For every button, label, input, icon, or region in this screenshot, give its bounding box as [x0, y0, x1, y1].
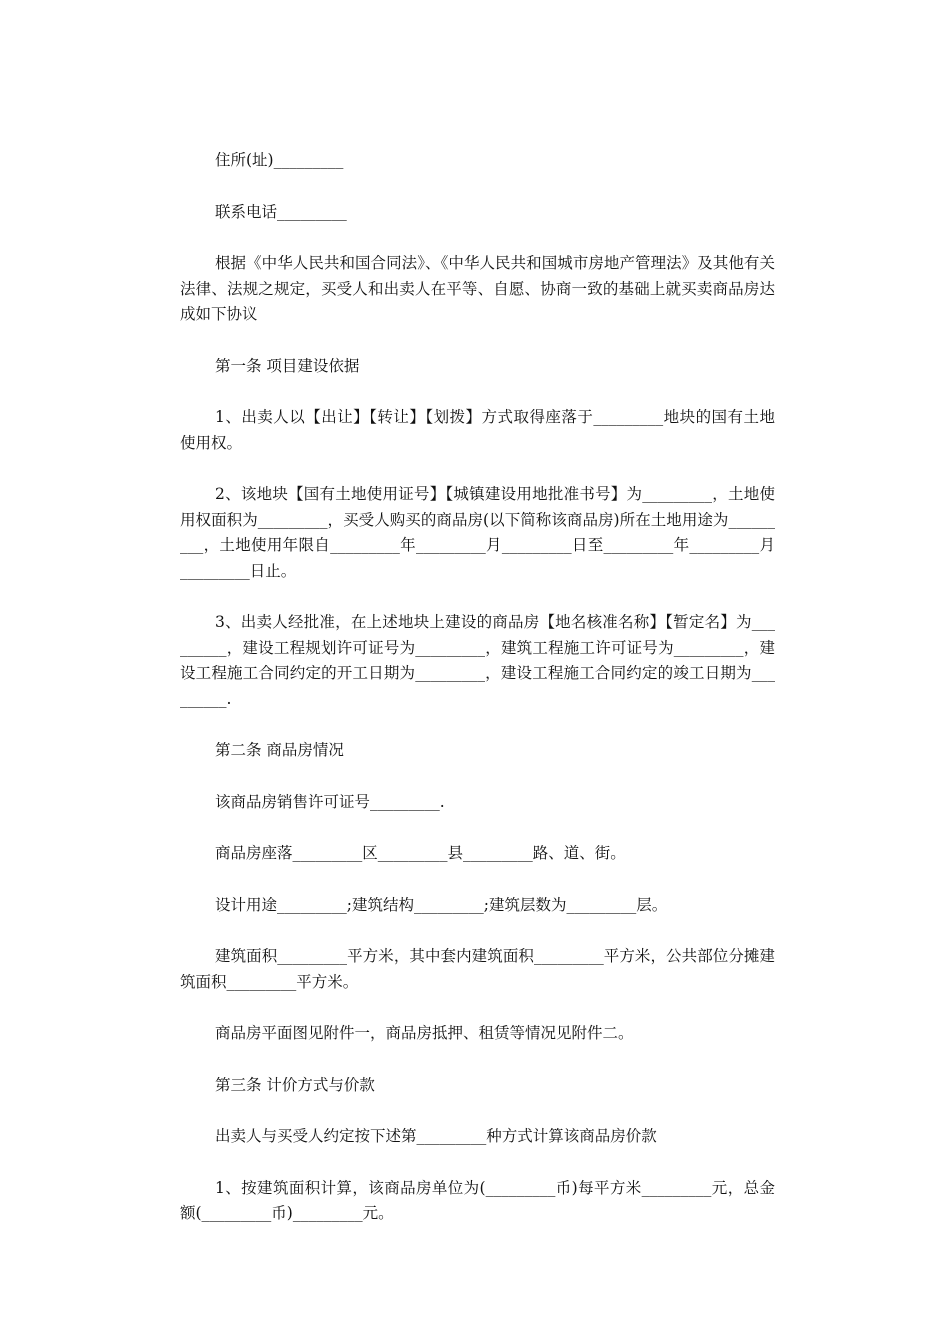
floor-area-paragraph: 建筑面积_________平方米，其中套内建筑面积_________平方米，公共部位分摊建筑面积_________平方米。: [180, 947, 775, 991]
attachments-line: 商品房平面图见附件一，商品房抵押、租赁等情况见附件二。: [215, 1024, 634, 1042]
article-1-clause-3: 3、出卖人经批准，在上述地块上建设的商品房【地名核准名称】【暂定名】为_________，建设工程规划许可证号为_________，建筑工程施工许可证号为_________，建设工程施工合同约定的开工日期为_________，建设工程施工合同约定的竣工日期为_________.: [180, 613, 775, 708]
sales-permit-line: 该商品房销售许可证号_________.: [215, 792, 445, 811]
pricing-method-line: 出卖人与买受人约定按下述第_________种方式计算该商品房价款: [215, 1127, 657, 1145]
article-2-heading: 第二条 商品房情况: [215, 741, 344, 759]
article-1-heading: 第一条 项目建设依据: [215, 356, 360, 375]
article-1-clause-1: 1、出卖人以【出让】【转让】【划拨】方式取得座落于_________地块的国有土地使用权。: [180, 408, 775, 452]
preamble-paragraph: 根据《中华人民共和国合同法》、《中华人民共和国城市房地产管理法》及其他有关法律、法规之规定，买受人和出卖人在平等、自愿、协商一致的基础上就买卖商品房达成如下协议: [180, 254, 775, 323]
pricing-clause-1: 1、按建筑面积计算，该商品房单位为(_________币)每平方米_________元，总金额(_________币)_________元。: [180, 1178, 775, 1222]
design-use-line: 设计用途_________;建筑结构_________;建筑层数为_________层。: [215, 895, 668, 914]
address-field-line: 住所(址)_________: [215, 151, 344, 169]
article-3-heading: 第三条 计价方式与价款: [215, 1075, 375, 1094]
phone-field-line: 联系电话_________: [215, 202, 347, 221]
article-1-clause-2: 2、该地块【国有土地使用证号】【城镇建设用地批准书号】为_________，土地使用权面积为_________，买受人购买的商品房(以下简称该商品房)所在土地用途为_________，土地使用年限自_________年_________月_________日至_________年_________月_________日止。: [180, 485, 775, 580]
document-body: [180, 148, 775, 1253]
property-location-line: 商品房座落_________区_________县_________路、道、街。: [215, 844, 626, 862]
